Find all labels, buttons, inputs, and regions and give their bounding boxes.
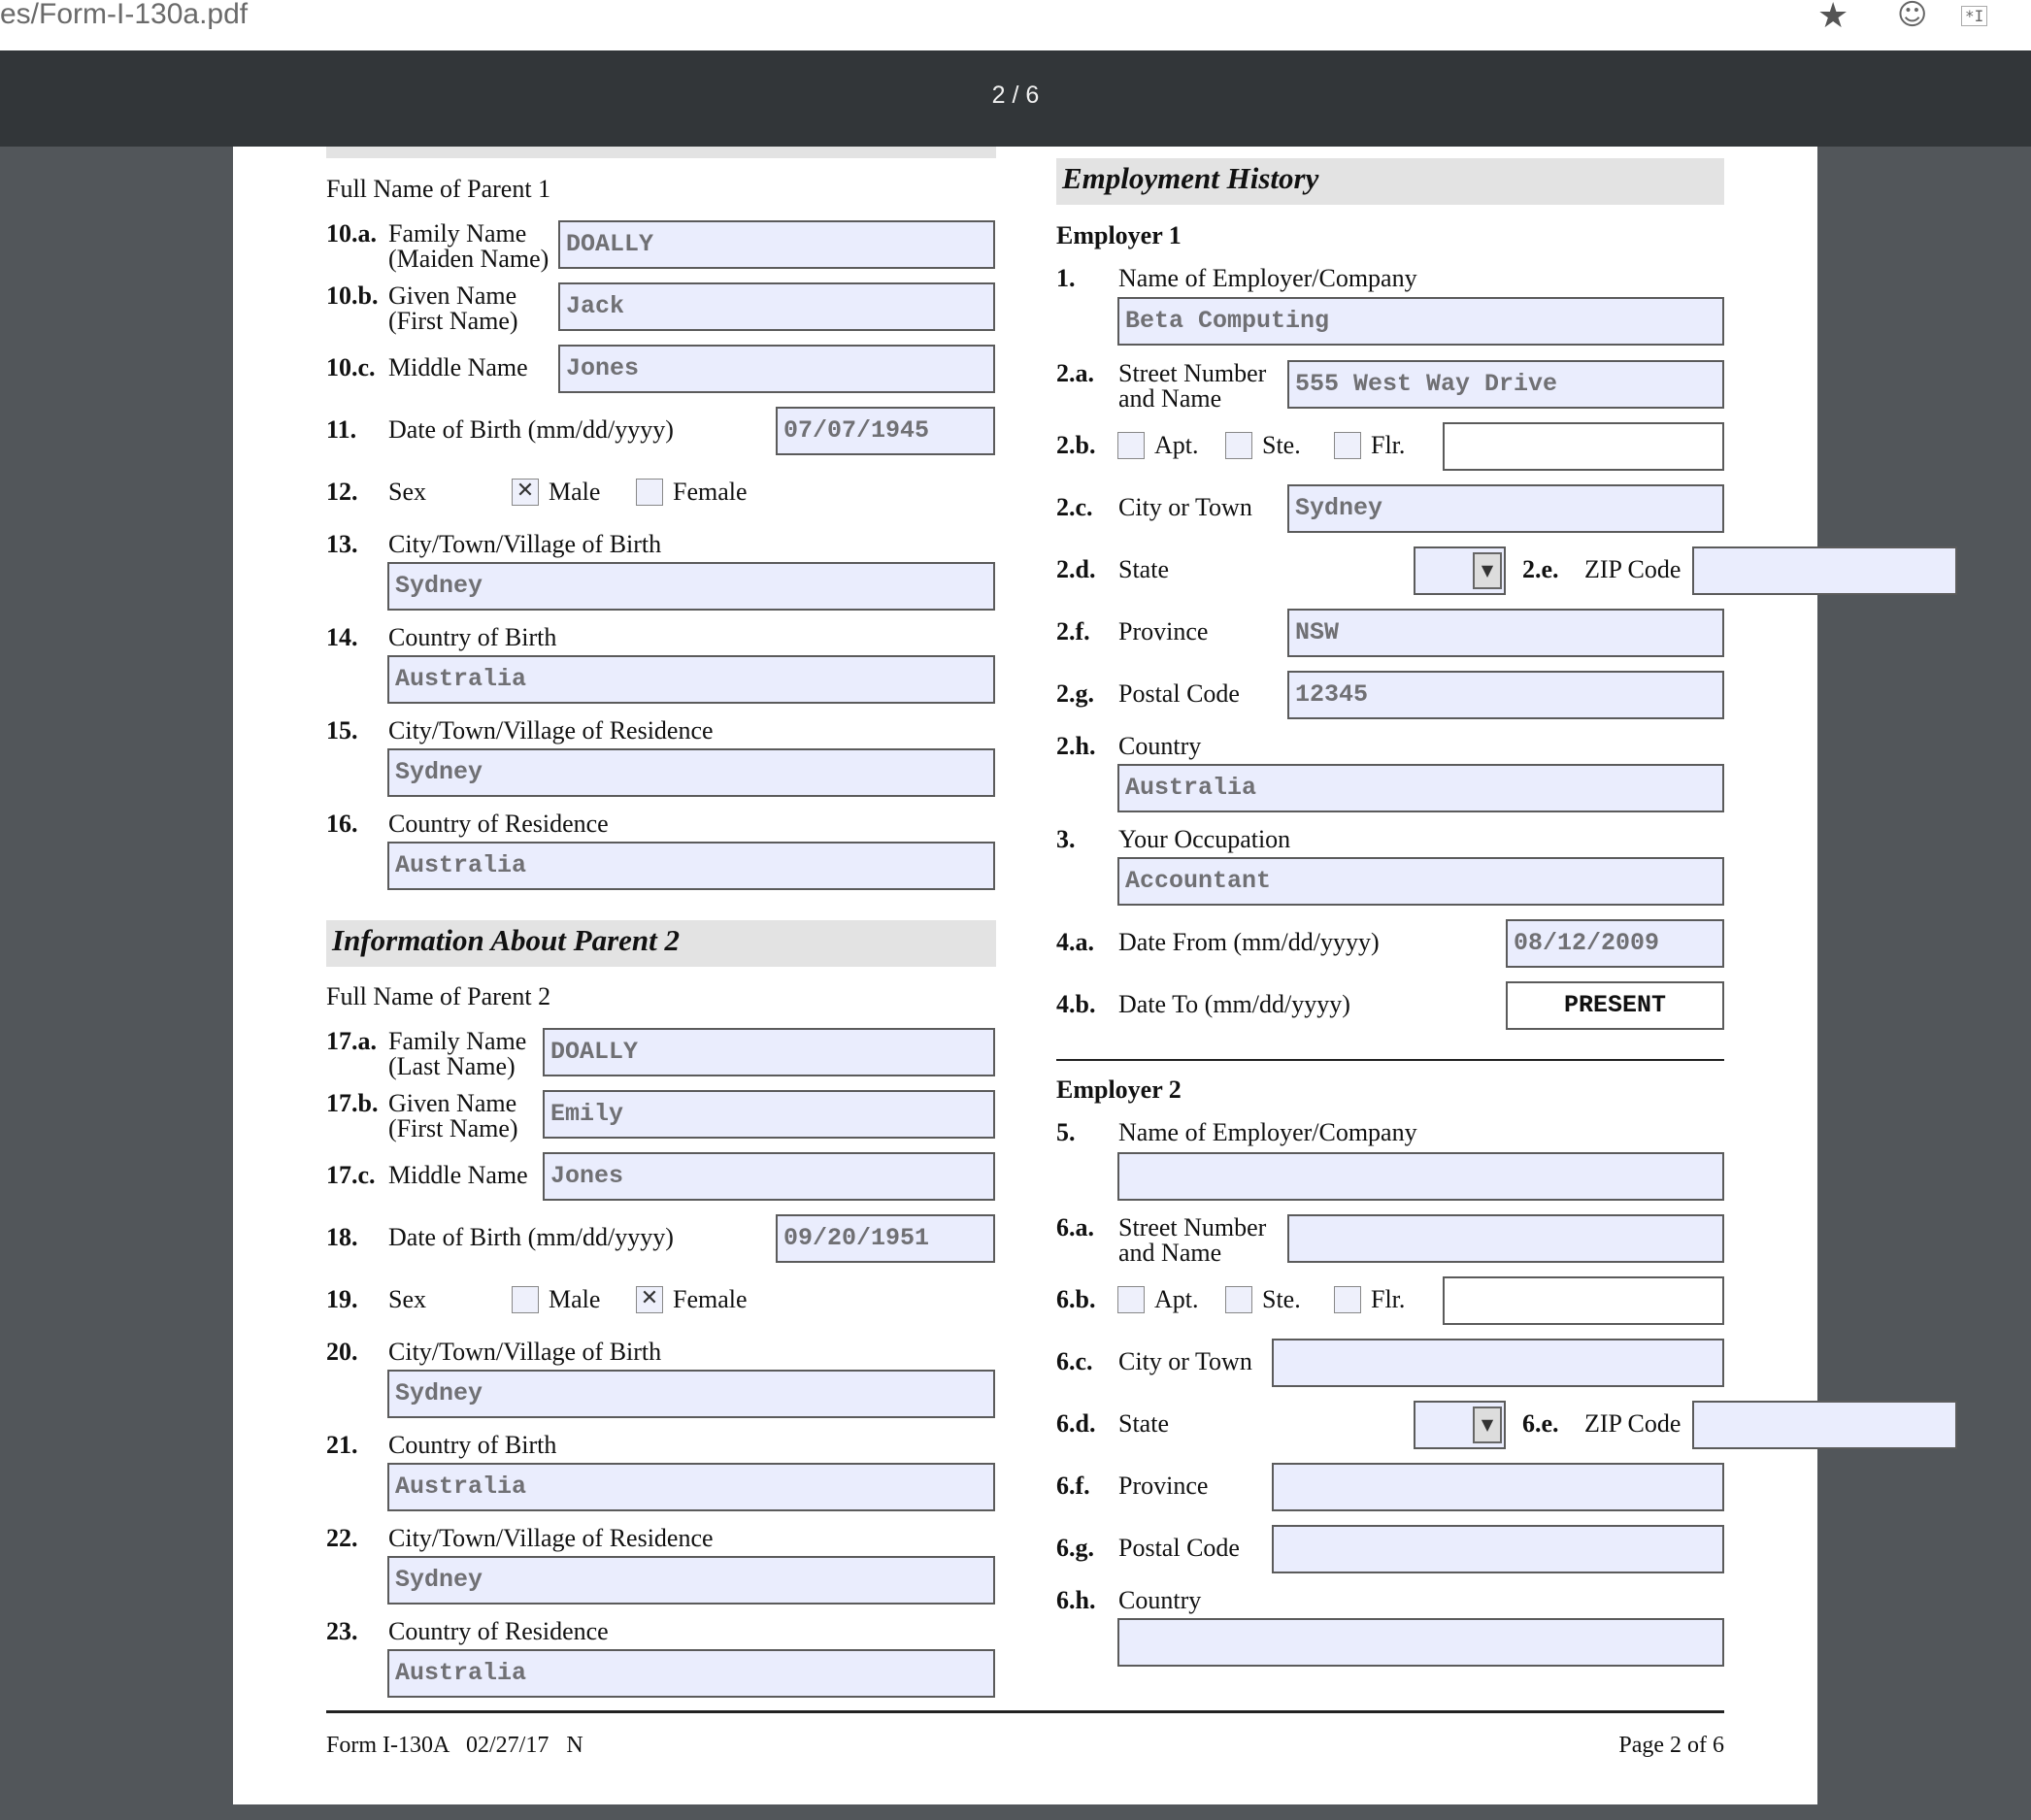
- and-name-label: and Name: [1118, 1239, 1222, 1267]
- country-of-residence-label: Country of Residence: [388, 810, 609, 838]
- extension-icon[interactable]: ☺: [1897, 0, 1928, 32]
- male-label: Male: [549, 478, 601, 506]
- page-number: Page 2 of 6: [1618, 1733, 1724, 1758]
- employer1-city-input[interactable]: Sydney: [1287, 484, 1724, 533]
- employer1-ste-checkbox[interactable]: [1225, 432, 1252, 459]
- ste-label: Ste.: [1262, 431, 1301, 459]
- first-name-label: (First Name): [388, 1114, 518, 1142]
- pdf-viewer-toolbar: [0, 50, 2031, 147]
- chevron-down-icon[interactable]: ▼: [1473, 1406, 1502, 1443]
- parent2-middle-name-input[interactable]: Jones: [543, 1152, 995, 1201]
- employer2-city-input[interactable]: [1272, 1339, 1724, 1387]
- chevron-down-icon[interactable]: ▼: [1473, 552, 1502, 589]
- employer1-name-input[interactable]: Beta Computing: [1117, 297, 1724, 346]
- field-number: 2.b.: [1056, 431, 1096, 459]
- city-of-residence-label: City/Town/Village of Residence: [388, 1524, 714, 1552]
- field-number: 2.g.: [1056, 679, 1094, 708]
- province-label: Province: [1118, 1472, 1209, 1500]
- postal-code-label: Postal Code: [1118, 679, 1240, 708]
- sex-label: Sex: [388, 478, 426, 506]
- field-number: 15.: [326, 716, 358, 745]
- country-label: Country: [1118, 732, 1202, 760]
- parent1-city-of-residence-input[interactable]: Sydney: [387, 748, 995, 797]
- field-number: 10.c.: [326, 353, 376, 381]
- first-name-label: (First Name): [388, 307, 518, 335]
- middle-name-label: Middle Name: [388, 1161, 528, 1189]
- employer1-unit-number-input[interactable]: [1443, 422, 1724, 471]
- field-number: 4.b.: [1056, 990, 1096, 1018]
- field-number: 16.: [326, 810, 358, 838]
- employer1-state-select[interactable]: [1414, 546, 1506, 595]
- state-label: State: [1118, 1409, 1169, 1438]
- zip-code-label: ZIP Code: [1584, 555, 1681, 583]
- parent2-city-of-birth-input[interactable]: Sydney: [387, 1370, 995, 1418]
- apt-label: Apt.: [1154, 1285, 1199, 1313]
- divider: [1056, 1059, 1724, 1061]
- employment-section-header: Employment History: [1056, 158, 1724, 205]
- street-number-label: Street Number: [1118, 1213, 1267, 1241]
- footer-divider: [326, 1710, 1724, 1713]
- field-number: 19.: [326, 1285, 358, 1313]
- field-number: 6.g.: [1056, 1534, 1094, 1562]
- field-number: 17.c.: [326, 1161, 376, 1189]
- field-number: 2.c.: [1056, 493, 1093, 521]
- parent1-female-checkbox[interactable]: [636, 479, 663, 506]
- field-number: 6.h.: [1056, 1586, 1096, 1614]
- employer2-unit-number-input[interactable]: [1443, 1276, 1724, 1325]
- field-number: 6.a.: [1056, 1213, 1094, 1241]
- employer1-date-to-input[interactable]: PRESENT: [1506, 981, 1724, 1030]
- employer1-date-from-input[interactable]: 08/12/2009: [1506, 919, 1724, 968]
- date-from-label: Date From (mm/dd/yyyy): [1118, 928, 1380, 956]
- parent1-full-name-label: Full Name of Parent 1: [326, 175, 551, 203]
- employer2-street-input[interactable]: [1287, 1214, 1724, 1263]
- previous-section-header: [326, 147, 996, 158]
- employer2-flr-checkbox[interactable]: [1334, 1286, 1361, 1313]
- field-number: 6.f.: [1056, 1472, 1090, 1500]
- city-of-birth-label: City/Town/Village of Birth: [388, 1338, 662, 1366]
- form-id: Form I-130A 02/27/17 N: [326, 1733, 583, 1758]
- flr-label: Flr.: [1371, 431, 1406, 459]
- employer1-label: Employer 1: [1056, 221, 1182, 249]
- male-label: Male: [549, 1285, 601, 1313]
- given-name-label: Given Name: [388, 281, 517, 310]
- female-label: Female: [673, 478, 748, 506]
- employer2-postal-code-input[interactable]: [1272, 1525, 1724, 1573]
- ste-label: Ste.: [1262, 1285, 1301, 1313]
- parent2-country-of-birth-input[interactable]: Australia: [387, 1463, 995, 1511]
- city-or-town-label: City or Town: [1118, 1347, 1252, 1375]
- employer2-ste-checkbox[interactable]: [1225, 1286, 1252, 1313]
- occupation-label: Your Occupation: [1118, 825, 1291, 853]
- field-number: 20.: [326, 1338, 358, 1366]
- field-number: 2.f.: [1056, 617, 1090, 645]
- field-number: 2.d.: [1056, 555, 1096, 583]
- employer1-province-input[interactable]: NSW: [1287, 609, 1724, 657]
- parent1-country-of-residence-input[interactable]: Australia: [387, 842, 995, 890]
- field-number: 11.: [326, 415, 357, 444]
- parent2-city-of-residence-input[interactable]: Sydney: [387, 1556, 995, 1605]
- employer1-postal-code-input[interactable]: 12345: [1287, 671, 1724, 719]
- parent2-family-name-input[interactable]: DOALLY: [543, 1028, 995, 1076]
- employer1-street-input[interactable]: 555 West Way Drive: [1287, 360, 1724, 409]
- employer1-zip-input[interactable]: [1692, 546, 1957, 595]
- page-indicator: 2 / 6: [991, 82, 1040, 109]
- parent2-dob-input[interactable]: 09/20/1951: [776, 1214, 995, 1263]
- parent2-full-name-label: Full Name of Parent 2: [326, 982, 551, 1010]
- pdf-page: [233, 147, 1817, 1804]
- flr-label: Flr.: [1371, 1285, 1406, 1313]
- field-number: 12.: [326, 478, 358, 506]
- field-number: 17.b.: [326, 1089, 379, 1117]
- field-number: 6.e.: [1522, 1409, 1559, 1438]
- field-number: 2.e.: [1522, 555, 1559, 583]
- family-name-label: Family Name: [388, 1027, 527, 1055]
- parent2-female-checkbox[interactable]: ✕: [636, 1286, 663, 1313]
- country-of-residence-label: Country of Residence: [388, 1617, 609, 1645]
- employer-name-label: Name of Employer/Company: [1118, 264, 1417, 292]
- dob-label: Date of Birth (mm/dd/yyyy): [388, 415, 674, 444]
- field-number: 21.: [326, 1431, 358, 1459]
- url-text[interactable]: es/Form-I-130a.pdf: [0, 0, 249, 30]
- field-number: 6.d.: [1056, 1409, 1096, 1438]
- parent1-family-name-input[interactable]: DOALLY: [558, 220, 995, 269]
- female-label: Female: [673, 1285, 748, 1313]
- date-to-label: Date To (mm/dd/yyyy): [1118, 990, 1350, 1018]
- middle-name-label: Middle Name: [388, 353, 528, 381]
- city-or-town-label: City or Town: [1118, 493, 1252, 521]
- last-name-label: (Last Name): [388, 1052, 516, 1080]
- dob-label: Date of Birth (mm/dd/yyyy): [388, 1223, 674, 1251]
- employer1-country-input[interactable]: Australia: [1117, 764, 1724, 812]
- field-number: 10.b.: [326, 281, 379, 310]
- extension-2-icon[interactable]: *I: [1961, 6, 1987, 26]
- browser-url-bar: [0, 0, 2031, 50]
- field-number: 22.: [326, 1524, 358, 1552]
- parent1-city-of-birth-input[interactable]: Sydney: [387, 562, 995, 611]
- sex-label: Sex: [388, 1285, 426, 1313]
- field-number: 4.a.: [1056, 928, 1094, 956]
- city-of-residence-label: City/Town/Village of Residence: [388, 716, 714, 745]
- employer2-country-input[interactable]: [1117, 1618, 1724, 1667]
- employer2-state-select[interactable]: [1414, 1401, 1506, 1449]
- country-of-birth-label: Country of Birth: [388, 623, 557, 651]
- field-number: 14.: [326, 623, 358, 651]
- street-number-label: Street Number: [1118, 359, 1267, 387]
- and-name-label: and Name: [1118, 384, 1222, 413]
- field-number: 18.: [326, 1223, 358, 1251]
- field-number: 23.: [326, 1617, 358, 1645]
- field-number: 1.: [1056, 264, 1076, 292]
- field-number: 3.: [1056, 825, 1076, 853]
- parent1-middle-name-input[interactable]: Jones: [558, 345, 995, 393]
- field-number: 10.a.: [326, 219, 377, 248]
- bookmark-star-icon[interactable]: ★: [1817, 0, 1849, 36]
- employer2-zip-input[interactable]: [1692, 1401, 1957, 1449]
- given-name-label: Given Name: [388, 1089, 517, 1117]
- field-number: 6.c.: [1056, 1347, 1093, 1375]
- parent2-country-of-residence-input[interactable]: Australia: [387, 1649, 995, 1698]
- parent2-male-checkbox[interactable]: [512, 1286, 539, 1313]
- zip-code-label: ZIP Code: [1584, 1409, 1681, 1438]
- employer2-apt-checkbox[interactable]: [1117, 1286, 1145, 1313]
- maiden-name-label: (Maiden Name): [388, 245, 549, 273]
- employer2-label: Employer 2: [1056, 1075, 1182, 1104]
- parent2-given-name-input[interactable]: Emily: [543, 1090, 995, 1139]
- employer1-apt-checkbox[interactable]: [1117, 432, 1145, 459]
- state-label: State: [1118, 555, 1169, 583]
- employer-name-label: Name of Employer/Company: [1118, 1118, 1417, 1146]
- country-of-birth-label: Country of Birth: [388, 1431, 557, 1459]
- parent1-given-name-input[interactable]: Jack: [558, 282, 995, 331]
- field-number: 17.a.: [326, 1027, 377, 1055]
- country-label: Country: [1118, 1586, 1202, 1614]
- province-label: Province: [1118, 617, 1209, 645]
- apt-label: Apt.: [1154, 431, 1199, 459]
- parent1-dob-input[interactable]: 07/07/1945: [776, 407, 995, 455]
- field-number: 6.b.: [1056, 1285, 1096, 1313]
- parent1-male-checkbox[interactable]: ✕: [512, 479, 539, 506]
- employer1-flr-checkbox[interactable]: [1334, 432, 1361, 459]
- field-number: 5.: [1056, 1118, 1076, 1146]
- field-number: 2.a.: [1056, 359, 1094, 387]
- postal-code-label: Postal Code: [1118, 1534, 1240, 1562]
- city-of-birth-label: City/Town/Village of Birth: [388, 530, 662, 558]
- parent1-country-of-birth-input[interactable]: Australia: [387, 655, 995, 704]
- parent2-section-header: Information About Parent 2: [326, 920, 996, 967]
- employer2-name-input[interactable]: [1117, 1152, 1724, 1201]
- employer1-occupation-input[interactable]: Accountant: [1117, 857, 1724, 906]
- family-name-label: Family Name: [388, 219, 527, 248]
- field-number: 2.h.: [1056, 732, 1096, 760]
- employer2-province-input[interactable]: [1272, 1463, 1724, 1511]
- field-number: 13.: [326, 530, 358, 558]
